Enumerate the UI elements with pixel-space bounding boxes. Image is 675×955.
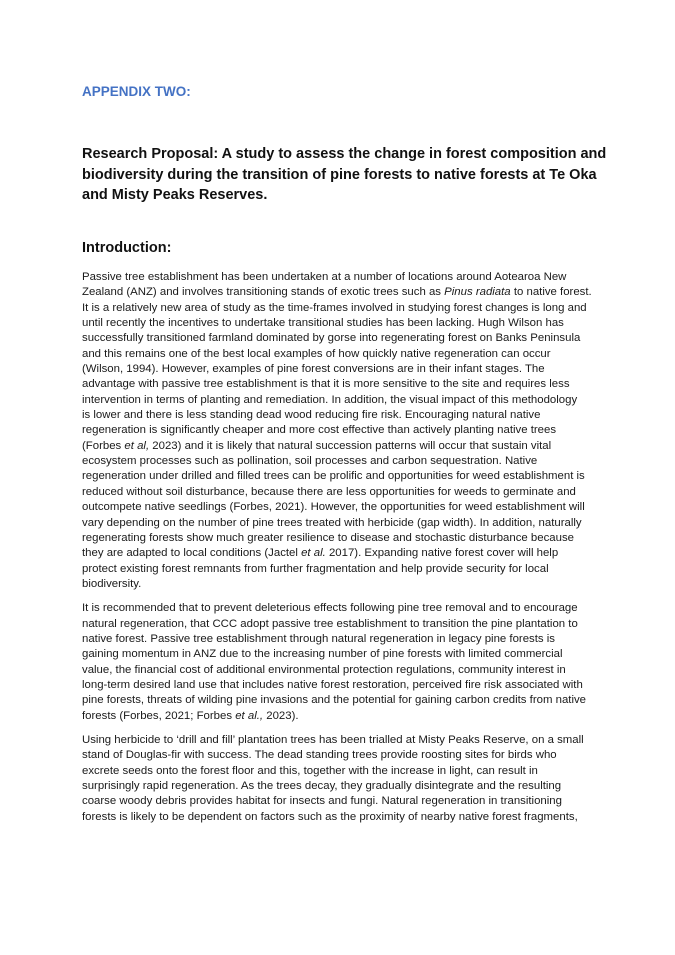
text-run: advantage with passive tree establishment is that it is more sensitive to the site and requires less <box>82 378 570 391</box>
text-run: to native forest. <box>510 286 592 299</box>
text-run: biodiversity. <box>82 577 142 590</box>
appendix-label: APPENDIX TWO: <box>82 84 191 99</box>
text-line <box>82 562 602 577</box>
text-line <box>82 331 602 346</box>
text-line <box>82 408 602 423</box>
text-run: protect existing forest remnants from further fragmentation and help provide security for local <box>82 562 549 575</box>
text-run: reduced without soil disturbance, because there are less opportunities for weeds to germinate and <box>82 485 576 498</box>
text-line <box>82 601 602 616</box>
text-run: regenerating forests show much greater resilience to disease and stochastic disturbance because <box>82 531 574 544</box>
text-line <box>82 500 602 515</box>
text-line <box>82 647 602 662</box>
text-run: 2023). <box>263 709 299 722</box>
text-run: surprisingly rapid regeneration. As the trees decay, they gradually disintegrate and the resulting <box>82 780 562 792</box>
text-line <box>82 377 602 392</box>
paragraph <box>82 733 602 825</box>
title-line: and Misty Peaks Reserves. <box>82 187 268 203</box>
italic-text: Pinus radiata <box>444 286 511 299</box>
text-run: It is a relatively new area of study as the time-frames involved in studying forest changes is long and <box>82 301 587 314</box>
text-run: vary depending on the number of pine trees treated with herbicide (gap width). In addition, naturally <box>82 516 582 529</box>
italic-text: et al, <box>124 439 150 452</box>
title-line: biodiversity during the transition of pine forests to native forests at Te Oka <box>82 166 597 183</box>
text-run: (Forbes <box>82 439 125 452</box>
text-run: native forest. Passive tree establishment through natural regeneration in legacy pine forests is <box>82 632 555 645</box>
body-text <box>82 270 602 834</box>
text-line <box>82 577 602 592</box>
text-line <box>82 362 602 377</box>
text-run: Zealand (ANZ) and involves transitioning stands of exotic trees such as <box>82 286 445 299</box>
text-run: they are adapted to local conditions (Jactel <box>82 547 302 560</box>
text-line <box>82 454 602 469</box>
text-run: excrete seeds onto the forest floor and this, together with the increase in light, can result in <box>82 764 538 777</box>
text-run: stand of Douglas-fir with success. The dead standing trees provide roosting sites for birds who <box>82 749 557 762</box>
text-line <box>82 733 602 748</box>
text-line <box>82 485 602 500</box>
text-line <box>82 617 602 632</box>
text-line <box>82 709 602 724</box>
text-run: It is recommended that to prevent deleterious effects following pine tree removal and to encourage <box>82 602 578 615</box>
text-line <box>82 678 602 693</box>
text-run: (Wilson, 1994). However, examples of pine forest conversions are in their infant stages. The <box>82 363 545 376</box>
text-run: forests (Forbes, 2021; Forbes <box>82 709 236 722</box>
text-run: forests is likely to be dependent on factors such as the proximity of nearby native forest fragments, <box>82 810 578 823</box>
text-run: regeneration under drilled and filled trees can be prolific and opportunities for weed establishment is <box>82 470 585 483</box>
section-heading-introduction: Introduction: <box>82 240 172 256</box>
text-line <box>82 748 602 763</box>
title-line: Research Proposal: A study to assess the change in forest composition and <box>82 146 607 162</box>
text-line <box>82 764 602 779</box>
text-line <box>82 794 602 809</box>
text-line <box>82 393 602 408</box>
text-line <box>82 516 602 531</box>
text-line <box>82 632 602 647</box>
text-run: Using herbicide to ‘drill and fill’ plantation trees has been trialled at Misty Peaks Reserve, on a small <box>82 733 584 746</box>
text-line <box>82 347 602 362</box>
text-run: coarse woody debris provides habitat for insects and fungi. Natural regeneration in transitioning <box>82 795 562 808</box>
paragraph <box>82 601 602 724</box>
text-line <box>82 810 602 825</box>
text-run: 2017). Expanding native forest cover will help <box>325 547 559 560</box>
text-line <box>82 285 602 300</box>
text-run: ecosystem processes such as pollination, soil processes and carbon sequestration. Native <box>82 455 538 468</box>
text-run: and this remains one of the best local examples of how quickly native regeneration can occur <box>82 347 551 360</box>
text-run: outcompete native seedlings (Forbes, 2021). However, the opportunities for weed establishment will <box>82 501 585 514</box>
text-line <box>82 469 602 484</box>
proposal-title <box>82 144 607 206</box>
italic-text: et al. <box>301 547 326 560</box>
text-run: until recently the incentives to undertake transitional studies has been lacking. Hugh Wilson has <box>82 317 564 330</box>
text-run: 2023) and it is likely that natural succession patterns will occur that sustain vital <box>149 439 552 452</box>
text-line <box>82 693 602 708</box>
text-run: regeneration is significantly cheaper and more cost effective than actively planting native trees <box>82 424 557 437</box>
text-line <box>82 546 602 561</box>
text-run: long-term desired land use that includes native forest restoration, perceived fire risk associated with <box>82 678 583 691</box>
text-run: intervention in terms of planting and remediation. In addition, the visual impact of this methodology <box>82 393 578 406</box>
text-run: successfully transitioned farmland dominated by gorse into regenerating forest on Banks Peninsula <box>82 332 581 345</box>
text-line <box>82 301 602 316</box>
text-run: value, the financial cost of additional environmental protection regulations, community interest in <box>82 663 566 676</box>
text-run: pine forests, threats of wilding pine invasions and the potential for gaining carbon credits from native <box>82 694 587 707</box>
paragraph <box>82 270 602 592</box>
text-line <box>82 270 602 285</box>
text-line <box>82 439 602 454</box>
text-line <box>82 316 602 331</box>
text-line <box>82 779 602 794</box>
italic-text: et al., <box>235 709 264 722</box>
text-run: natural regeneration, that CCC adopt passive tree establishment to transition the pine plantation to <box>82 617 578 630</box>
text-line <box>82 423 602 438</box>
text-run: Passive tree establishment has been undertaken at a number of locations around Aotearoa New <box>82 271 567 283</box>
text-run: is lower and there is less standing dead wood reducing fire risk. Encouraging natural native <box>82 409 541 422</box>
text-line <box>82 663 602 678</box>
text-run: gaining momentum in ANZ due to the increasing number of pine forests with limited commercial <box>82 648 563 661</box>
text-line <box>82 531 602 546</box>
